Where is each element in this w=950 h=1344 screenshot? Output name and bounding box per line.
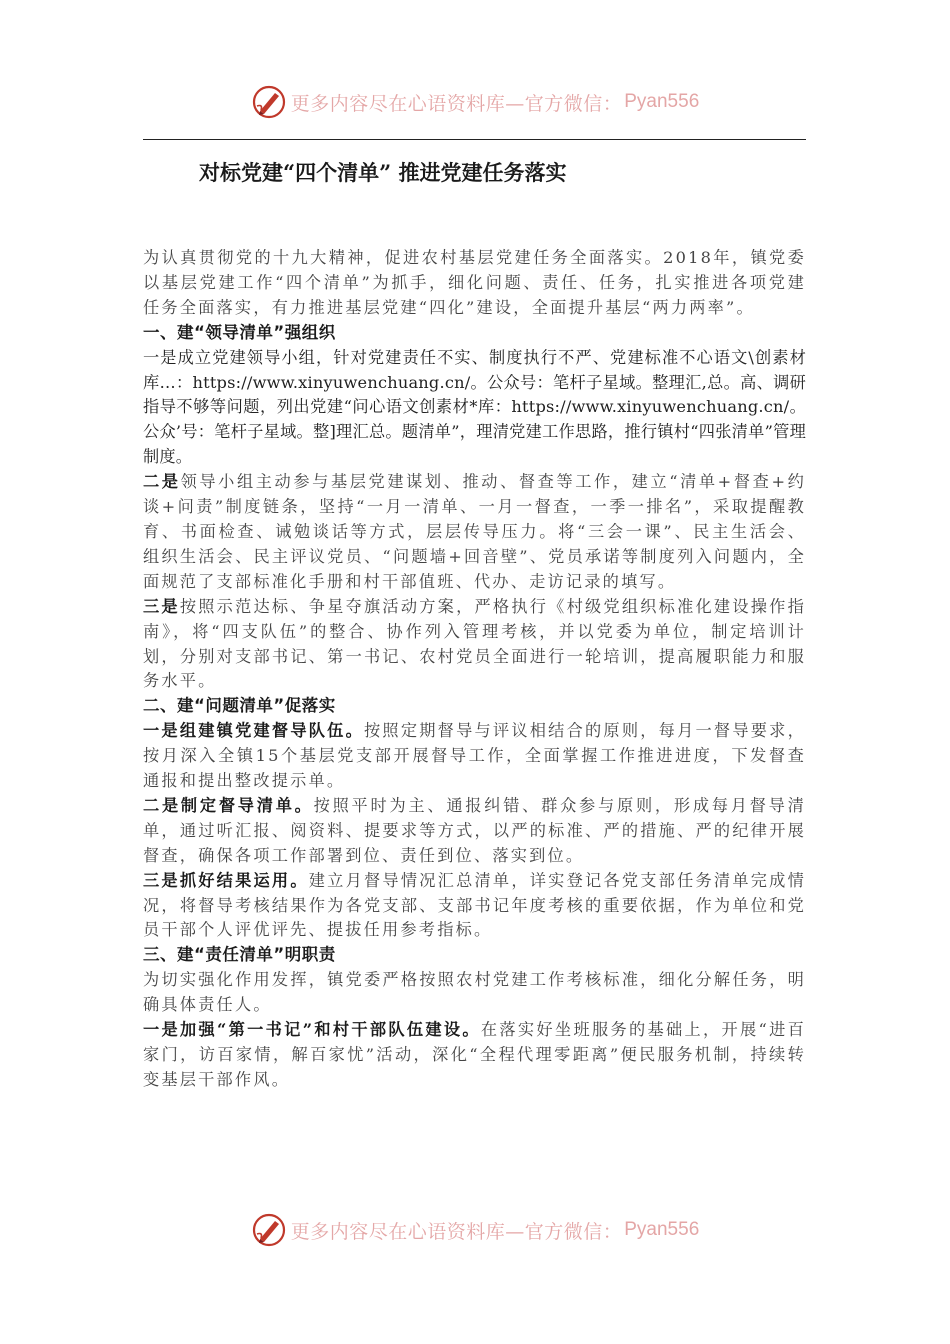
watermark-banner-top [0,82,950,122]
paragraph-text: 为切实强化作用发挥，镇党委严格按照农村党建工作考核标准，细化分解任务，明确具体责任人。 [143,970,806,1015]
section-heading: 三、建“责任清单”明职责 [143,945,336,965]
banner-text: 更多内容尽在心语资料库—官方微信： [290,92,623,115]
paragraph-text: 领导小组主动参与基层党建谋划、推动、督查等工作，建立“清单+督查+约谈+问责”制度链条，坚持“一月一清单、一月一督查，一季一排名”，采取提醒教育、书面检查、诫勉谈话等方式，层层传导压力。将“三会一课”、民主生活会、组织生活会、民主评议党员、“问题墙+回音壁”、党员承诺等制度列入问题内，全面规范了支部标准化手册和村干部值班、代办、走访记录的填写。 [143,472,806,591]
intro-paragraph: 为认真贯彻党的十九大精神，促进农村基层党建任务全面落实。2018年，镇党委以基层党建工作“四个清单”为抓手，细化问题、责任、任务，扎实推进各项党建任务全面落实，有力推进基层党建“四化”建设，全面提升基层“两力两率”。 [143,248,806,317]
section-paragraph [143,1018,806,1093]
banner-wechat-id: Pyan556 [624,1219,700,1240]
section-paragraph [143,968,806,1018]
paragraph-text: 建立月督导情况汇总清单，详实登记各党支部任务清单完成情况，将督导考核结果作为各党支部、支部书记年度考核的重要依据，作为单位和党员干部个人评优评先、提拔任用参考指标。 [143,870,806,940]
paragraph-text: 按照平时为主、通报纠错、群众参与原则，形成每月督导清单，通过听汇报、阅资料、提要求等方式，以严的标准、严的措施、严的纪律开展督查，确保各项工作部署到位、责任到位、落实到位。 [143,795,806,865]
paragraph-lead: 一是加强“第一书记”和村干部队伍建设。 [143,1020,481,1040]
watermark-banner-bottom [0,1210,950,1250]
section-paragraph [143,470,806,595]
paragraph-text: 一是成立党建领导小组，针对党建责任不实、制度执行不严、党建标准不心语文\创素材库…：https://www.xinyuwenchuang.cn/。公众号：笔杆子星域。整理汇,总。高、调研指导不够等问题，列出党建“问心语文创素材*库：https://www.xinyuwenchuang.cn/。公众’号：笔杆子星域。整]理汇总。题清单”，理清党建工作思路，推行镇村“四张清单”管理制度。 [143,347,806,467]
section-paragraph [143,719,806,794]
banner-text: 更多内容尽在心语资料库—官方微信： [290,1220,623,1243]
section-heading: 一、建“领导清单”强组织 [143,322,336,342]
section-heading: 二、建“问题清单”促落实 [143,696,336,716]
paragraph-text: 在落实好坐班服务的基础上，开展“进百家门，访百家情，解百家忧”活动，深化“全程代理零距离”便民服务机制，持续转变基层干部作风。 [143,1020,807,1089]
section-paragraph [143,346,806,471]
section-paragraph [143,595,806,695]
section-paragraph [143,794,806,869]
paragraph-text: 按照示范达标、争星夺旗活动方案，严格执行《村级党组织标准化建设操作指南》，将“四支队伍”的整合、协作列入管理考核，并以党委为单位，制定培训计划，分别对支部书记、第一书记、农村党员全面进行一轮培训，提高履职能力和服务水平。 [143,596,806,691]
paragraph-lead: 三是 [143,596,180,616]
pen-logo-icon [251,1212,287,1248]
header-rule [143,139,806,140]
paragraph-text: 按照定期督导与评议相结合的原则，每月一督导要求，按月深入全镇15个基层党支部开展督导工作，全面掌握工作推进进度，下发督查通报和提出整改提示单。 [143,721,806,791]
document-body [143,246,806,1093]
paragraph-lead: 二是制定督导清单。 [143,795,314,815]
paragraph-lead: 一是组建镇党建督导队伍。 [143,721,365,741]
section-paragraph [143,869,806,944]
paragraph-lead: 三是抓好结果运用。 [143,870,309,890]
banner-wechat-id: Pyan556 [624,91,700,112]
document-title: 对标党建“四个清单” 推进党建任务落实 [199,160,567,185]
paragraph-lead: 二是 [143,472,181,492]
pen-logo-icon [251,84,287,120]
